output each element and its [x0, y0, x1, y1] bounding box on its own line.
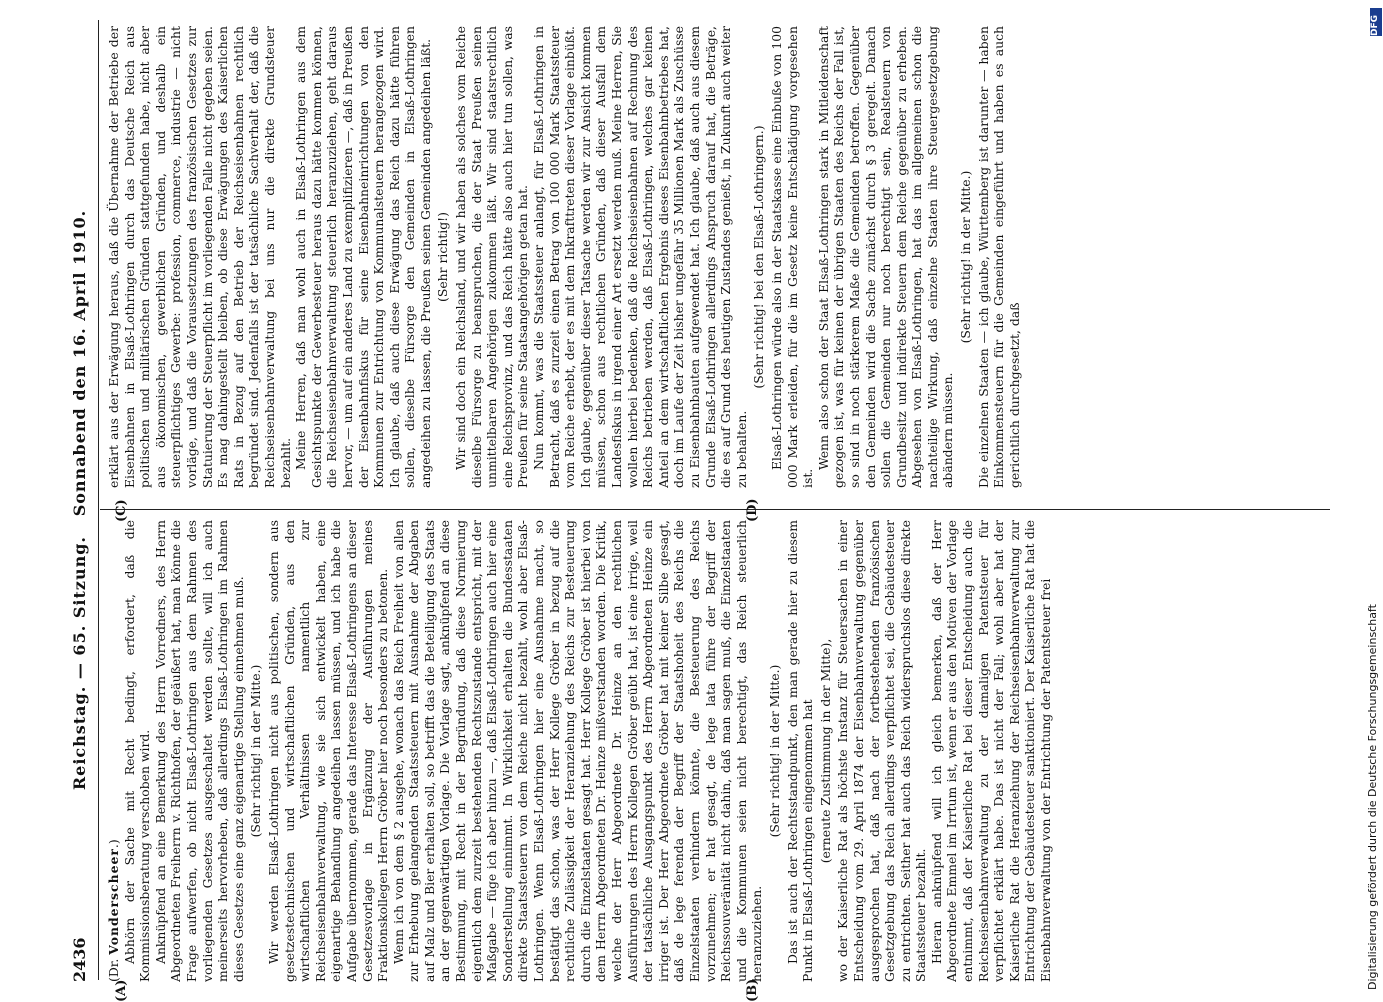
interjection: (Sehr richtig! in der Mitte.)	[248, 664, 264, 838]
left-column	[106, 520, 1328, 982]
header-rule	[98, 20, 99, 980]
paragraph: Abhörn der Sache mit Recht bedingt, erfordert, daß die Kommissionsberatung verschoben wird.	[121, 520, 153, 982]
paragraph: Meine Herren, daß man wohl auch in Elsaß-Lothringen aus dem Gesichtspunkte der Gewerbesteuer heraus dazu hätte kommen können, die Reichseisenbahnverwaltung steuerlich heranzuziehen, geht daraus hervor, — um auf ein anderes Land zu exemplifizieren —, daß in Preußen der Eisenbahnfiskus für seine Eisenbahneinrichtungen von den Kommunen zur Entrichtung von Kommunalsteuern herangezogen wird. Ich glaube, daß auch diese Erwägung das Reich dazu hätte führen sollen, dieselbe Fürsorge den Gemeinden in Elsaß-Lothringen angedeihen zu lassen, die Preußen seinen Gemeinden angedeihen läßt.	[293, 26, 433, 488]
interjection: (Sehr richtig! in der Mitte.)	[958, 170, 974, 344]
margin-marker-c: (C)	[114, 499, 129, 522]
speaker-line: (Dr. Vonderscheer.)	[106, 839, 121, 982]
paragraph: Hieran anknüpfend will ich gleich bemerken, daß der Herr Abgeordnete Emmel im Irrtum ist, wenn er aus den Motiven der Vorlage entnimmt, daß der Kaiserliche Rat bei dieser Entscheidung auch die Reichseisenbahnverwaltung zu der damaligen Patentsteuer für verpflichtet erklärt habe. Das ist nicht der Fall; wohl aber hat der Kaiserliche Rat die Heranziehung der Reichseisenbahnverwaltung zur Entrichtung der Gebäudesteuer sanktioniert. Der Kaiserliche Rat hat die Eisenbahnverwaltung von der Entrichtung der Patentsteuer frei	[928, 520, 1054, 982]
paragraph: Wenn ich von dem § 2 ausgehe, wonach das Reich Freiheit von allen zur Erhebung gelangenden Staatssteuern mit Ausnahme der Abgaben auf Malz und Bier erhalten soll, so betrifft das die Beteiligung des Staats an der gegenwärtigen Vorlage. Die Vorlage sagt, anknüpfend an diese Bestimmung, mit Recht in der Begründung, daß diese Normierung eigentlich dem zurzeit bestehenden Rechtszustande entspricht, mit der Maßgabe — füge ich aber hinzu —, daß Elsaß-Lothringen auch hier eine Sonderstellung einnimmt. In Wirklichkeit erhalten die Bundesstaaten direkte Staatssteuern von dem Reiche nicht bezahlt, wohl aber Elsaß-Lothringen. Wenn Elsaß-Lothringen hier eine Ausnahme macht, so bestätigt das schon, was der Herr Kollege Gröber in bezug auf die rechtliche Zulässigkeit der Heranziehung des Reichs zur Besteuerung durch die Einzelstaaten gesagt hat. Herr Kollege Gröber ist hierbei von dem Herrn Abgeordneten Dr. Heinze mißverstanden worden. Die Kritik, welche der Herr Abgeordnete Dr. Heinze an den rechtlichen Ausführungen des Herrn Kollegen Gröber geübt hat, ist eine irrige, weil der tatsächliche Ausgangspunkt des Herrn Abgeordneten Heinze ein irriger ist. Der Herr Abgeordnete Gröber hat mit keiner Silbe gesagt, daß de lege ferenda der Begriff der Staatshoheit des Reichs die Einzelstaaten verhindern könnte, die Besteuerung des Reichs vorzunehmen; er hat gesagt, de lege lata führe der Begriff der Reichssouveränität nicht dahin, daß man sagen muß, die Einzelstaaten und die Kommunen seien nicht berechtigt, das Reich steuerlich heranzuziehen.	[390, 520, 765, 982]
speaker-name: Vonderscheer	[106, 848, 121, 955]
interjection: (Sehr richtig! in der Mitte.)	[766, 664, 782, 838]
digitization-credit: Digitalisierung gefördert durch die Deutsche Forschungsgemeinschaft	[1366, 604, 1379, 990]
digitization-sidebar	[1362, 0, 1383, 1000]
session-title: Reichstag. — 65. Sitzung.	[70, 536, 89, 791]
paragraph: Die einzelnen Staaten — ich glaube, Württemberg ist darunter — haben Einkommensteuern für die Gemeinden eingeführt und haben es auch gerichtlich durchgesetzt, daß	[975, 26, 1022, 488]
paragraph: erklärt aus der Erwägung heraus, daß die Übernahme der Betriebe der Eisenbahnen in Elsaß-Lothringen durch das Deutsche Reich aus politischen und militärischen Gründen stattgefunden habe, nicht aber aus ökonomischen, gewerblichen Gründen, und deshalb ein steuerpflichtiges Gewerbe: profession, commerce, industrie — nicht vorläge, und daß die Voraussetzungen des französischen Gesetzes zur Statuierung der Steuerpflicht im vorliegenden Falle nicht gegeben seien. Es mag dahingestellt bleiben, ob diese Erwägungen des Kaiserlichen Rats in Bezug auf den Betrieb der Reichseisenbahnen rechtlich begründet sind. Jedenfalls ist der tatsächliche Sachverhalt der, daß die Reichseisenbahnverwaltung bei uns nur die direkte Grundsteuer bezahlt.	[106, 26, 293, 488]
interjection: (Sehr richtig!)	[435, 212, 451, 302]
dfg-logo	[1370, 8, 1382, 36]
interjection: (Sehr richtig! bei den Elsaß-Lothringern.)	[751, 125, 767, 389]
paragraph: Das ist auch der Rechtsstandpunkt, den man gerade hier zu diesem Punkt in Elsaß-Lothringen eingenommen hat	[784, 520, 816, 982]
paragraph: Elsaß-Lothringen würde also in der Staatskasse eine Einbuße von 100 000 Mark erleiden, für die im Gesetz keine Entschädigung vorgesehen ist.	[768, 26, 816, 488]
session-date: Sonnabend den 16. April 1910.	[70, 209, 89, 517]
column-divider	[100, 509, 1330, 510]
paragraph: Anknüpfend an eine Bemerkung des Herrn Vorredners, des Herrn Abgeordneten Freiherrn v. Richthofen, der geäußert hat, man könne die Frage aufwerfen, ob nicht Elsaß-Lothringen aus dem Rahmen des vorliegenden Gesetzes ausgeschaltet werden sollte, will ich auch meinerseits hervorheben, daß allerdings Elsaß-Lothringen im Rahmen dieses Gesetzes eine ganz eigenartige Stellung einnehmen muß.	[152, 520, 246, 982]
paragraph: Wir werden Elsaß-Lothringen nicht aus politischen, sondern aus gesetzestechnischen und wirtschaftlichen Gründen, aus den wirtschaftlichen Verhältnissen namentlich zur Reichseisenbahnverwaltung, wie sie sich entwickelt haben, eine eigenartige Behandlung angedeihen lassen müssen, und ich habe die Aufgabe übernommen, gerade das Interesse Elsaß-Lothringens an dieser Gesetzesvorlage in Ergänzung der Ausführungen meines Fraktionskollegen Herrn Gröber hier noch besonders zu betonen.	[265, 520, 391, 982]
margin-marker-a: (A)	[114, 979, 129, 1002]
paragraph: Wir sind doch ein Reichsland, und wir haben als solches vom Reiche dieselbe Fürsorge zu beanspruchen, die der Staat Preußen seinen unmittelbaren Angehörigen zukommen läßt. Wir sind staatsrechtlich eine Reichsprovinz, und das Reich hätte also auch hier tun sollen, was Preußen für seine Staatsangehörigen getan hat.	[453, 26, 531, 488]
dfg-logo-text: DFG	[1370, 14, 1380, 36]
paragraph: Wenn also schon der Staat Elsaß-Lothringen stark in Mitleidenschaft gezogen ist, was für keinen der übrigen Staaten des Reichs der Fall ist, so sind in noch stärkerem Maße die Gemeinden betroffen. Gegenüber den Gemeinden wird die Sache zunächst durch § 3 geregelt. Danach sollen die Gemeinden nur noch berechtigt sein, Realsteuern von Grundbesitz und indirekte Steuern dem Reiche gegenüber zu erheben. Abgesehen von Elsaß-Lothringen, hat das im allgemeinen schon die nachteilige Wirkung, daß einzelne Staaten ihre Steuergesetzgebung abändern müssen.	[815, 26, 956, 488]
interjection: (erneute Zustimmung in der Mitte),	[817, 638, 833, 864]
page-number: 2436	[70, 937, 89, 982]
paragraph: wo der Kaiserliche Rat als höchste Instanz für Steuersachen in einer Entscheidung vom 29. April 1874 der Eisenbahnverwaltung gegenüber ausgesprochen hat, daß nach der fortbestehenden französischen Gesetzgebung das Reich allerdings verpflichtet sei, die Gebäudesteuer zu entrichten. Seither hat auch das Reich widerspruchslos diese direkte Staatssteuer bezahlt.	[835, 520, 929, 982]
page-header-title	[70, 0, 94, 1000]
margin-marker-d: (D)	[745, 498, 760, 522]
paragraph: Nun kommt, was die Staatssteuer anlangt, für Elsaß-Lothringen in Betracht, daß es zurzeit einen Betrag von 100 000 Mark Staatssteuer vom Reiche erhebt, der es mit dem Inkrafttreten dieser Vorlage einbüßt. Ich glaube, gegenüber dieser Tatsache werden wir zur Ansicht kommen müssen, schon aus rechtlichen Gründen, daß dieser Ausfall dem Landesfiskus in irgend einer Art ersetzt werden muß. Meine Herren, Sie wollen hierbei bedenken, daß die Reichseisenbahnen auf Rechnung des Reichs betrieben werden, daß Elsaß-Lothringen, welches gar keinen Anteil an dem wirtschaftlichen Ergebnis dieses Eisenbahnbetriebes hat, doch im Laufe der Zeit bisher ungefähr 35 Millionen Mark als Zuschüsse zu Eisenbahnbauten aufgewendet hat. Ich glaube, daß auch aus diesem Grunde Elsaß-Lothringen allerdings Anspruch darauf hat, die Beträge, die es auf Grund des heutigen Zustandes genießt, in Zukunft auch weiter zu behalten.	[531, 26, 749, 488]
right-column	[106, 26, 1328, 488]
margin-marker-b: (B)	[745, 978, 760, 1002]
